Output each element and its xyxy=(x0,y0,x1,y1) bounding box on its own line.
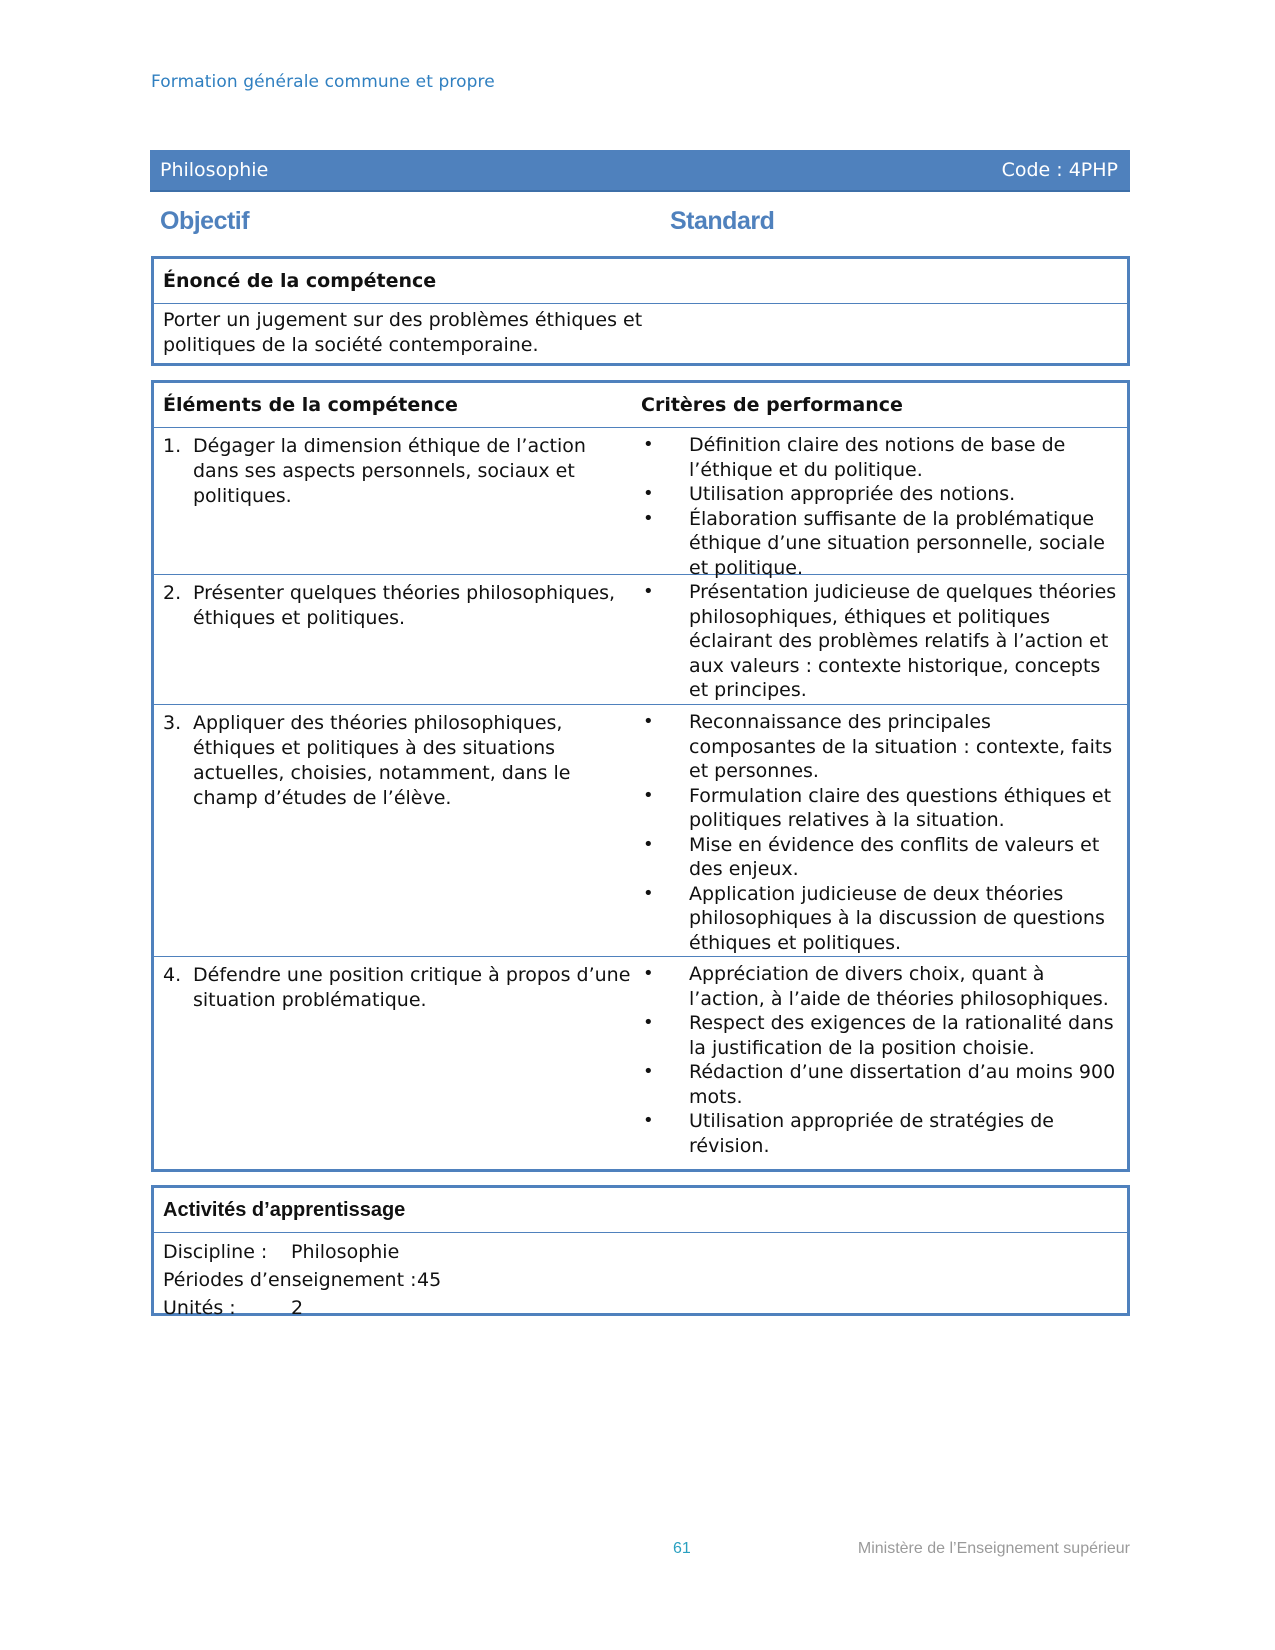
objective-standard-heading xyxy=(160,207,1120,243)
enonce-box xyxy=(151,256,1130,366)
bullet-icon: • xyxy=(643,581,654,602)
criterion-item xyxy=(641,1011,1121,1060)
criterion-text: Reconnaissance des principales composantes de la situation : contexte, faits et personnes. xyxy=(689,711,1113,782)
unites-value: 2 xyxy=(291,1297,304,1319)
criterion-text: Présentation judicieuse de quelques théories philosophiques, éthiques et politiques éclairant des problèmes relatifs à l’action et aux valeurs : contexte historique, concepts et principes. xyxy=(689,581,1117,701)
criterion-text: Définition claire des notions de base de l’éthique et du politique. xyxy=(689,434,1066,481)
elements-table xyxy=(151,380,1130,1172)
unites-label: Unités : xyxy=(163,1297,236,1319)
table-row xyxy=(154,428,1127,579)
criterion-text: Appréciation de divers choix, quant à l’action, à l’aide de théories philosophiques. xyxy=(689,963,1109,1010)
activites-details xyxy=(154,1233,1127,1327)
page-number: 61 xyxy=(673,1540,691,1557)
discipline-value: Philosophie xyxy=(291,1241,400,1263)
bullet-icon: • xyxy=(643,963,654,984)
criteria-list xyxy=(641,580,1121,703)
criterion-text: Formulation claire des questions éthiques et politiques relatives à la situation. xyxy=(689,784,1112,831)
activites-box xyxy=(151,1185,1130,1319)
enonce-line: Porter un jugement sur des problèmes éthiques et xyxy=(163,309,643,331)
criterion-item xyxy=(641,962,1121,1011)
element-number: 2. xyxy=(163,582,182,604)
enonce-title: Énoncé de la compétence xyxy=(154,259,1127,304)
element-number: 3. xyxy=(163,712,182,734)
criteria-list xyxy=(641,962,1121,1158)
table-row xyxy=(154,575,1127,705)
table-row xyxy=(154,957,1127,1167)
criterion-text: Rédaction d’une dissertation d’au moins 900 mots. xyxy=(689,1061,1116,1108)
bullet-icon: • xyxy=(643,784,654,806)
criterion-item xyxy=(641,507,1121,581)
criterion-item xyxy=(641,882,1121,956)
criterion-item xyxy=(641,833,1121,882)
bullet-icon: • xyxy=(643,711,654,732)
element-number: 4. xyxy=(163,964,182,986)
element-cell xyxy=(163,581,633,631)
activites-title: Activités d’apprentissage xyxy=(154,1188,1127,1233)
element-cell xyxy=(163,963,633,1013)
criteria-list xyxy=(641,433,1121,580)
course-name: Philosophie xyxy=(160,159,269,181)
course-code: Code : 4PHP xyxy=(1001,159,1118,181)
footer-ministry: Ministère de l’Enseignement supérieur xyxy=(857,1540,1130,1557)
bullet-icon: • xyxy=(643,833,654,855)
bullet-icon: • xyxy=(643,507,654,529)
element-text: Défendre une position critique à propos d’une situation problématique. xyxy=(193,964,631,1011)
criterion-text: Respect des exigences de la rationalité dans la justification de la position choisie. xyxy=(689,1012,1114,1059)
bullet-icon: • xyxy=(643,434,654,455)
element-text: Présenter quelques théories philosophiques, éthiques et politiques. xyxy=(193,582,616,629)
criterion-item xyxy=(641,1109,1121,1158)
criterion-text: Application judicieuse de deux théories philosophiques à la discussion de questions éthiques et politiques. xyxy=(689,882,1105,954)
criterion-item xyxy=(641,1060,1121,1109)
criterion-item xyxy=(641,580,1121,703)
objectif-heading: Objectif xyxy=(160,207,250,235)
standard-heading: Standard xyxy=(670,207,775,235)
criterion-item xyxy=(641,710,1121,784)
criterion-text: Utilisation appropriée de stratégies de révision. xyxy=(689,1110,1054,1157)
criterion-text: Mise en évidence des conflits de valeurs et des enjeux. xyxy=(689,833,1100,880)
periodes-value: 45 xyxy=(417,1269,442,1291)
discipline-row xyxy=(163,1238,1118,1266)
criterion-item xyxy=(641,784,1121,833)
criterion-text: Utilisation appropriée des notions. xyxy=(689,483,1016,505)
criterion-text: Élaboration suffisante de la problématique éthique d’une situation personnelle, sociale et politique. xyxy=(689,507,1105,579)
periodes-label: Périodes d’enseignement : xyxy=(163,1269,417,1291)
criterion-item xyxy=(641,482,1121,507)
bullet-icon: • xyxy=(643,1061,654,1082)
element-cell xyxy=(163,711,633,811)
elements-column-title: Éléments de la compétence xyxy=(163,394,458,416)
discipline-label: Discipline : xyxy=(163,1241,268,1263)
enonce-line: politiques de la société contemporaine. xyxy=(163,334,539,356)
criteria-list xyxy=(641,710,1121,955)
bullet-icon: • xyxy=(643,1110,654,1131)
bullet-icon: • xyxy=(643,1012,654,1033)
course-title-bar xyxy=(150,150,1130,192)
unites-row xyxy=(163,1294,1118,1322)
elements-table-header xyxy=(154,383,1127,428)
element-number: 1. xyxy=(163,435,182,457)
criteria-column-title: Critères de performance xyxy=(641,394,903,416)
bullet-icon: • xyxy=(643,882,654,904)
table-row xyxy=(154,705,1127,957)
enonce-text xyxy=(154,304,1127,362)
running-header: Formation générale commune et propre xyxy=(151,72,495,92)
periodes-row xyxy=(163,1266,1118,1294)
element-text: Appliquer des théories philosophiques, éthiques et politiques à des situations actuelles, choisies, notamment, dans le champ d’études de l’élève. xyxy=(193,712,571,809)
criterion-item xyxy=(641,433,1121,482)
bullet-icon: • xyxy=(643,483,654,504)
element-text: Dégager la dimension éthique de l’action dans ses aspects personnels, sociaux et politiques. xyxy=(193,435,586,507)
element-cell xyxy=(163,434,633,509)
